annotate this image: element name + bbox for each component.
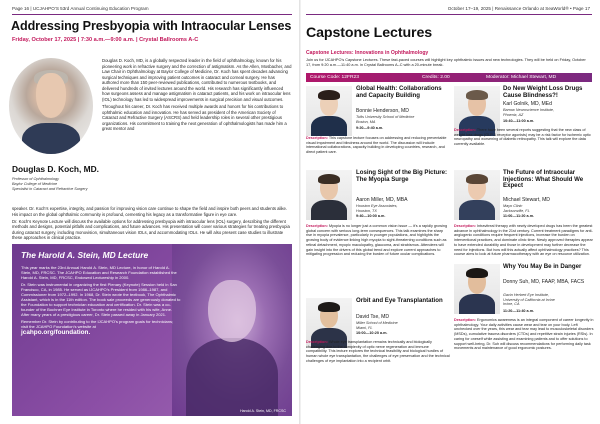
- course-code: Course Code: 12FR23: [310, 74, 359, 80]
- memorial-title: The Harold A. Stein, MD Lecture: [21, 250, 149, 260]
- session-title: Losing Sight of the Big Picture: The Myopia Surge: [356, 169, 448, 183]
- right-page: [300, 0, 600, 424]
- description-text: Intravitreal therapy with newly developed drugs has been the greatest advance in ophthalmology in the 21st century. Current treatment paradigms for anti-angiogenic conditions require frequent injections, increase the burden on interventional practices, and dominate clinic time. Newly approved therapies appear to have extended durability and those in development may further decrease the need for injections. But how will this actually affect ophthalmology practices? This course aims to look at future pharmacotherapy with an eye on resource utilization.: [454, 224, 593, 257]
- session-description: [306, 136, 450, 155]
- foundation-link[interactable]: jcahpo.org/foundation.: [21, 329, 91, 337]
- memorial-paragraph: Remember Dr. Stein by contributing to the IJCAHPO’s program goals for technicians; visit the JCAHPO Foundation’s website at: [21, 318, 174, 329]
- course-info-bar: [306, 73, 592, 82]
- session-line: Friday, October 17, 2025 | 7:30 a.m.—9:00 a.m. | Crystal Ballrooms A-C: [12, 37, 199, 43]
- memorial-lecture-box: [12, 244, 292, 416]
- description-label: Description:: [454, 224, 476, 228]
- session-title: Do New Weight Loss Drugs Cause Blindness?!: [503, 85, 583, 99]
- description-label: Description:: [454, 318, 476, 322]
- description-label: Description:: [454, 128, 476, 132]
- session-description: [454, 224, 594, 257]
- description-text: There have been several reports suggesting that the new class of weight loss drugs (GLP-1 receptor agonists) may be a risk factor for ischemic optic neuropathy and worsening of diabetic retinopathy. This talk will explore the data currently available.: [454, 128, 591, 147]
- session-time: 10:40—11:00 a.m.: [503, 119, 535, 123]
- session-time: 9:20—9:40 a.m.: [356, 126, 384, 130]
- description-text: Ergonomics awareness is an integral component of career longevity in ophthalmology. Your daily activities cause wear and tear on your body. Left unchecked over the years, this wear and tear may lead to musculoskeletal disorders (MSDs), cumulative trauma disorders (CTDs) and repetitive strain injuries (RSIs). In caring for oneself while assisting and examining patients and to offer solutions to support well-being, Dr. Suh will discuss recommendations for performing daily task movements and maintenance of good ergonomic postures.: [454, 318, 594, 351]
- session-description: [306, 340, 450, 364]
- session-time: 11:20—11:40 a.m.: [503, 309, 535, 313]
- session-title: Orbit and Eye Transplantation: [356, 297, 443, 304]
- capstone-title: Capstone Lectures: [306, 25, 433, 41]
- speaker-name: Douglas D. Koch, MD.: [12, 164, 100, 174]
- lecture-abstract: Dr. Koch’s Keynote Lecture will discuss the available options for addressing presbyopia with intraocular lens (IOL) surgery, describing the different methods and designs, potential pitfalls and complications, and future advances. His presentation will cover various strategies for treating presbyopia during cataract surgery, including monovision, simultaneous vision IOLs, and accommodating IOLs. He will also present case studies to illustrate these approaches in clinical practice.: [12, 218, 290, 241]
- session-time: 10:00—10:20 a.m.: [356, 331, 388, 335]
- session-description: [454, 318, 594, 351]
- capstone-intro: Join us for IJCAHPO’s Capstone Lectures. These fast-paced courses will highlight key ophthalmic issues and new technologies. They will be held on Friday, October 17, from 9:20 a.m.—11:40 a.m. in Crystal Ballrooms A–C with a 20-minute break.: [306, 58, 586, 67]
- capstone-subtitle: Capstone Lectures: Innovations in Ophthalmology: [306, 50, 429, 56]
- session-affiliation: Miller School of Medicine Miami, FL: [356, 321, 398, 330]
- memorial-photo-caption: Harold A. Stein, MD, FRCSC: [240, 409, 286, 413]
- memorial-paragraph: Dr. Stein was instrumental in organizing the first Plenary (Keynote) Session held in San Francisco, CA, in 1985. He served as IJCAHPO’s President from 1986–1987, and Commissioner from 1972–1992. In 1968, Dr. Stein wrote the textbook, The Ophthalmic Assistant, which is in the 11th edition. The book sale proceeds are generously donated to the Foundation to support technician education and certification. Dr. Stein was a co-founder of the Bochner Eye Institute in Toronto where he resided with his wife, Anne. After many years of a prestigious career, Dr. Stein passed away in January 2021.: [21, 281, 181, 318]
- description-label: Description:: [306, 136, 328, 140]
- session-affiliation: Gavin Herbert Eye Institute, University of California at Irvine Irvine, CA: [503, 293, 555, 307]
- course-moderator: Moderator: Michael Stewart, MD: [486, 74, 557, 80]
- session-speaker: Karl Golnik, MD, MEd: [503, 101, 552, 107]
- bio-paragraph: speaker. Dr. Koch’s expertise, integrity, and passion for improving vision care continue to shape the field and inspire both peers and students alike. His impact on the global ophthalmic community is profound, cementing his legacy as a transformative figure in eye care.: [12, 206, 288, 217]
- speaker-photo: [306, 86, 352, 136]
- session-speaker: Bonnie Henderson, MD: [356, 108, 409, 114]
- page-title: Addressing Presbyopia with Intraocular Lenses: [11, 19, 292, 33]
- description-text: This capstone lecture focuses on addressing and reducing preventable visual impairment and blindness around the world. The discussion will include international collaborations, capacity building in developing countries, research, and direct patient care.: [306, 136, 447, 155]
- description-text: Whole eye transplantation remains technically and biologically challenging due to the complexity of optic nerve regeneration and immune compatibility. This lecture explores the technical feasibility and biological hurdles of human whole eye transplantation, the challenges of eye preservation and the technical challenges of eye implantation into a recipient orbit.: [306, 340, 450, 363]
- bio-paragraph: Douglas D. Koch, MD, is a globally respected leader in the field of ophthalmology, known for his pioneering work in refractive surgery and the correction of astigmatism. As the Allen, Mosbacher, and Law Chair in Ophthalmology at Baylor College of Medicine, Dr. Koch has spent decades advancing surgical techniques and improving patient outcomes in cataract and corneal surgery. He has authored more than 150 peer-reviewed publications, contributed to numerous textbooks, and delivered hundreds of invited lectures around the world. His research has significantly influenced how surgeons assess and manage astigmatism in cataract patients, and his work on intraocular lens (IOL) technology has led to widespread improvements in surgical precision and visual outcomes.: [102, 58, 292, 102]
- memorial-text: [21, 265, 181, 335]
- session-title: Global Health: Collaborations and Capacity Building: [356, 85, 442, 99]
- speaker-bio: [102, 58, 292, 133]
- session-time: 11:00—11:20 a.m.: [503, 214, 535, 218]
- session-speaker: David Tse, MD: [356, 314, 390, 320]
- speaker-photo: [454, 264, 500, 314]
- bio-paragraph: Throughout his career, Dr. Koch has received multiple awards and honors for his contributions to ophthalmic education and innovation. He has served as president of the American Society of Cataract and Refractive Surgery (ASCRS) and held leadership roles in several other prestigious organizations. His commitment to training the next generation of ophthalmologists has made him a great mentor and: [102, 103, 287, 132]
- memorial-portrait: [172, 244, 292, 416]
- memorial-paragraph: This year marks the 23rd Annual Harold A. Stein, MD Lecture, in honor of Harold A. Stein, MD, FRCSC. The JCAHPO Education and Research Foundation established the Harold A. Stein, MD, FRCSC, Endowed Lectureship in 2000.: [21, 265, 177, 281]
- session-description: [306, 224, 450, 257]
- left-header-rule: [12, 14, 292, 15]
- speaker-bio-continued: [12, 206, 292, 242]
- session-description: [454, 128, 594, 147]
- speaker-portrait: [9, 58, 93, 154]
- session-speaker: Aaron Miller, MD, MBA: [356, 197, 408, 203]
- session-title: Why You May Be in Danger: [503, 263, 582, 270]
- session-affiliation: Barrow Neuroscience Institute, Phoenix, AZ: [503, 108, 555, 117]
- session-affiliation: Tufts University School of Medicine Boston, MA: [356, 115, 415, 124]
- course-credits: Credits: 2.00: [422, 74, 450, 80]
- description-label: Description:: [306, 340, 328, 344]
- session-speaker: Donny Suh, MD, FAAP, MBA, FACS: [503, 279, 585, 285]
- session-title: The Future of Intraocular Injections: What Should We Expect: [503, 169, 584, 190]
- speaker-photo: [454, 170, 500, 220]
- speaker-titles: Professor of Ophthalmology Baylor College of Medicine Specialist in Cataract and Refractive Surgery: [12, 177, 88, 191]
- session-time: 9:40—10:00 a.m.: [356, 214, 386, 218]
- left-folio: Page 16 | UCJAHPO’S 53rd Annual Continuing Education Program: [12, 6, 149, 11]
- description-text: Myopia is no longer just a common vision issue — it’s a rapidly growing global concern with serious long-term consequences. This talk examines the sharp rise in myopia prevalence, particularly in younger populations, and highlights the growing body of evidence linking high myopia to sight-threatening conditions such as retinal detachment, myopic maculopathy, glaucoma, and strabismus. Attendees will gain insight into the drivers of this global trend and explore current approaches to mitigating progression and reducing the burden of future ocular complications.: [306, 224, 448, 257]
- description-label: Description:: [306, 224, 328, 228]
- right-folio: October 17–19, 2025 | Renaissance Orlando at SeaWorld® • Page 17: [447, 6, 590, 11]
- session-affiliation: Mayo Clinic Jacksonville, FL: [503, 204, 530, 213]
- speaker-photo: [306, 170, 352, 220]
- session-affiliation: Houston Eye Associates, Houston, TX: [356, 204, 398, 213]
- session-speaker: Michael Stewart, MD: [503, 197, 550, 203]
- right-header-rule: [306, 14, 592, 15]
